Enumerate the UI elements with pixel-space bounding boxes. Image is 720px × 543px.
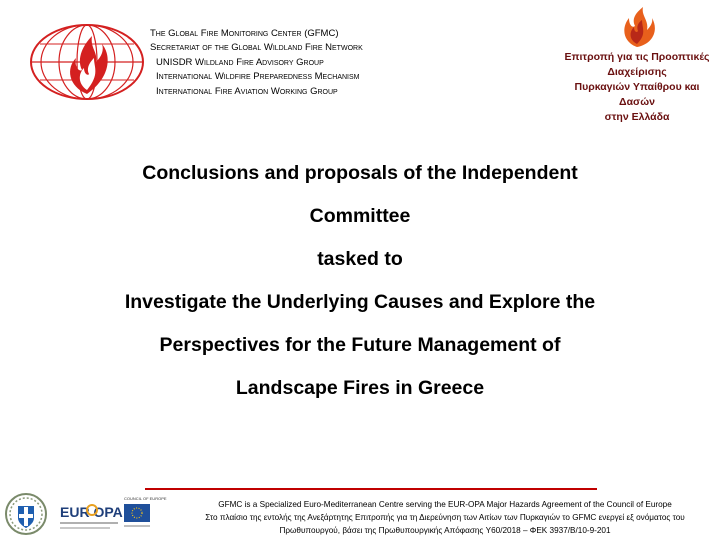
title-line2: Committee <box>309 205 411 227</box>
title-line5: Perspectives for the Future Management of <box>159 334 561 356</box>
committee-logo <box>562 6 712 123</box>
title-line4: Investigate the Underlying Causes and Explore the <box>124 291 596 313</box>
flame-icon <box>617 6 657 48</box>
header-line-wildfire-mechanism: International Wildfire Preparedness Mechanism <box>156 71 360 83</box>
footer-logo-strip <box>4 488 174 538</box>
greek-emblem-icon <box>6 494 46 534</box>
footer-line1: GFMC is a Specialized Euro-Mediterranean Centre serving the EUR-OPA Major Hazards Agreement of the Council of Europe <box>218 500 672 509</box>
footer-divider <box>145 488 597 490</box>
gfmc-logo <box>28 22 146 102</box>
title-line1: Conclusions and proposals of the Independent <box>142 162 578 184</box>
footer-line3: Πρωθυπουργού, βάσει της Πρωθυπουργικής Απόφασης Y60/2018 – ΦΕΚ 3937/Β/10-9-201 <box>279 526 611 536</box>
title-line6: Landscape Fires in Greece <box>235 377 485 399</box>
header-line-gfmc: The Global Fire Monitoring Center (GFMC) <box>150 28 339 39</box>
council-of-europe-logo <box>124 496 167 527</box>
committee-text-line1: Επιτροπή για τις Προοπτικές Διαχείρισης <box>564 51 710 78</box>
header-line-unisdr: UNISDR Wildland Fire Advisory Group <box>156 56 324 68</box>
europa-logo <box>60 504 123 529</box>
footer-line2: Στο πλαίσιο της εντολής της Ανεξάρτητης Επιτροπής για τη Διερεύνηση των Αιτίων των Πυρκαγιών το GFMC ενεργεί εξ ονόματος του <box>205 513 685 523</box>
committee-text-line2: Πυρκαγιών Υπαίθρου και Δασών <box>574 81 700 108</box>
svg-text:EUR OPA: EUR OPA <box>60 504 123 520</box>
gfmc-header <box>150 27 363 99</box>
footer-logos <box>4 488 174 538</box>
footer-text <box>170 498 720 538</box>
header-line-fire-aviation: International Fire Aviation Working Group <box>156 85 338 97</box>
header-line-secretariat: Secretariat of the Global Wildland Fire Network <box>150 42 363 54</box>
gfmc-globe-flame-icon <box>28 22 146 102</box>
committee-text-line3: στην Ελλάδα <box>604 111 670 123</box>
main-title <box>0 152 720 410</box>
svg-text:COUNCIL OF EUROPE: COUNCIL OF EUROPE <box>124 496 167 501</box>
title-line3: tasked to <box>317 248 403 270</box>
